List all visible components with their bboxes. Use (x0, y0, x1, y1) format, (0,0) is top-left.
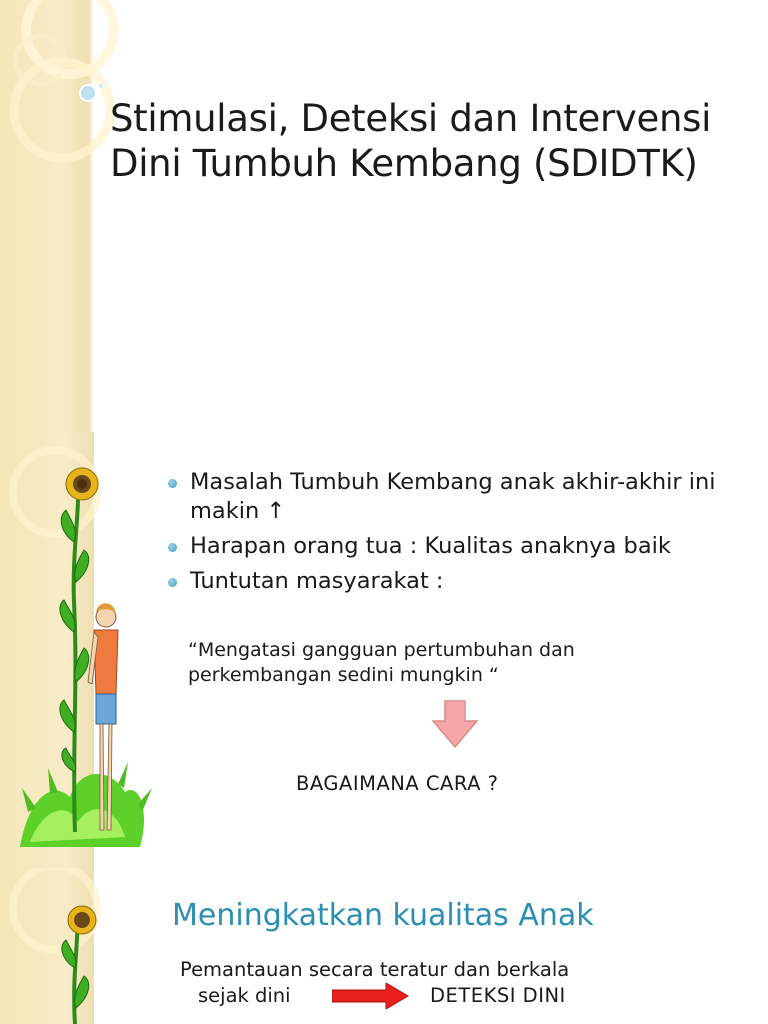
bullet-item: Tuntutan masyarakat : (168, 567, 728, 596)
bullet-icon (168, 479, 177, 488)
goal-slide (0, 868, 768, 1024)
slide-title (110, 96, 750, 186)
bullet-list (168, 468, 728, 602)
bubble-ornament-icon (0, 0, 120, 432)
bullet-icon (168, 578, 177, 587)
bullet-item: Masalah Tumbuh Kembang anak akhir-akhir ini makin ↑ (168, 468, 728, 526)
title-line-1: Stimulasi, Deteksi dan Intervensi (110, 97, 712, 140)
sunflower-child-illustration (0, 432, 160, 868)
quote-text: “Mengatasi gangguan pertumbuhan dan perkembangan sedini mungkin “ (188, 639, 575, 686)
title-line-2: Dini Tumbuh Kembang (SDIDTK) (110, 142, 698, 185)
sunflower-child-illustration (0, 868, 120, 1024)
down-arrow-icon (431, 699, 479, 749)
monitor-text-line-2: sejak dini (198, 984, 291, 1007)
monitor-text-line-1: Pemantauan secara teratur dan berkala (180, 958, 570, 981)
goal-heading: Meningkatkan kualitas Anak (172, 898, 594, 933)
detect-text: DETEKSI DINI (430, 984, 566, 1007)
bullet-icon (168, 543, 177, 552)
bullet-item: Harapan orang tua : Kualitas anaknya baik (168, 532, 728, 561)
title-slide (0, 0, 768, 432)
right-arrow-icon (332, 983, 410, 1009)
content-slide (0, 432, 768, 868)
how-question-text: BAGAIMANA CARA ? (296, 772, 499, 795)
